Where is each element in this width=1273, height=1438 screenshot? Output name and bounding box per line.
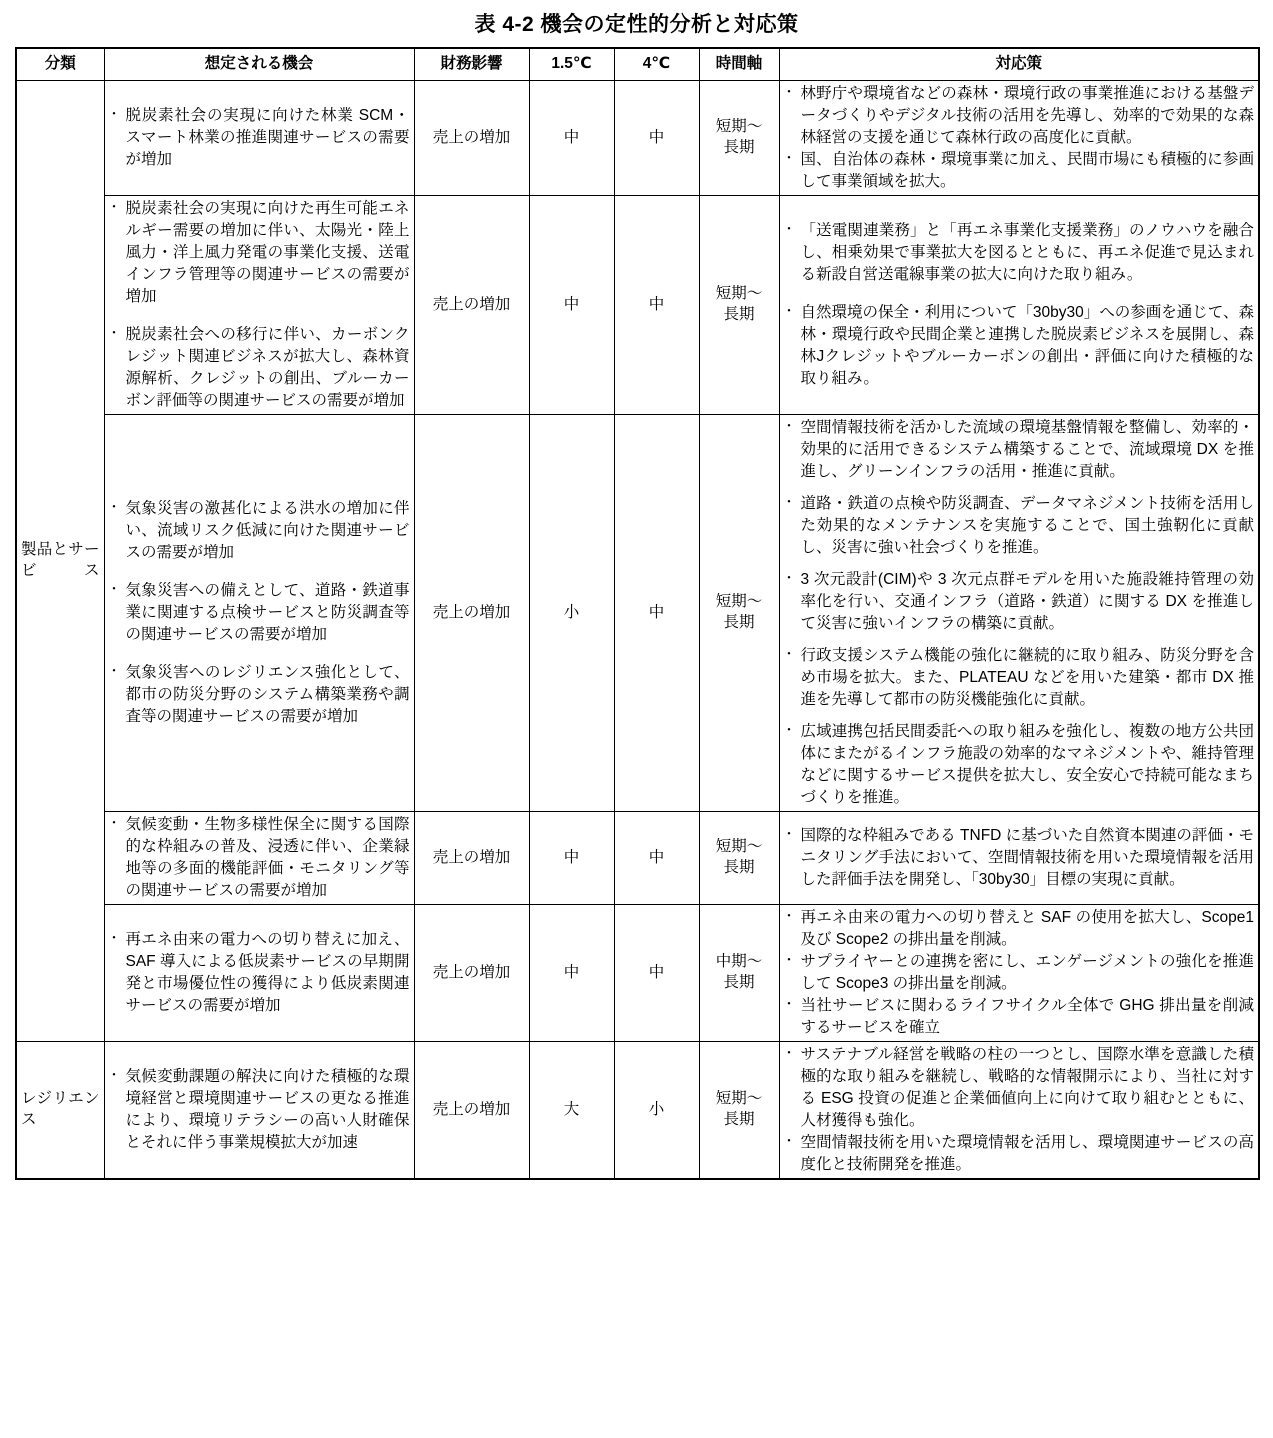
scenario-1p5-cell: 中 [529,196,614,415]
financial-impact-cell: 売上の増加 [414,1042,529,1180]
scenario-4-cell: 中 [614,81,699,196]
timeframe-line-1: 短期～ [715,285,763,303]
bullet-item: ・ 気象災害へのレジリエンス強化として、都市の防災分野のシステム構築業務や調査等の関連サービスの需要が増加 [109,662,410,728]
table-row [16,905,1259,1042]
column-header-scenario-4: 4℃ [614,48,699,81]
bullet-item: ・ 脱炭素社会への移行に伴い、カーボンクレジット関連ビジネスが拡大し、森林資源解析、クレジットの創出、ブルーカーボン評価等の関連サービスの需要が増加 [109,324,410,412]
bullet-list [109,498,410,728]
column-header-response: 対応策 [779,48,1259,81]
bullet-item: ・ 道路・鉄道の点検や防災調査、データマネジメント技術を活用した効果的なメンテナンスを実施することで、国土強靭化に貢献し、災害に強い社会づくりを推進。 [784,493,1255,559]
timeframe-line-2: 長期 [723,306,755,324]
bullet-item: ・ 国、自治体の森林・環境事業に加え、民間市場にも積極的に参画して事業領域を拡大。 [784,149,1255,193]
bullet-list [109,1066,410,1154]
bullet-list [109,814,410,902]
bullet-item: ・ 「送電関連業務」と「再エネ事業化支援業務」のノウハウを融合し、相乗効果で事業拡大を図るとともに、再エネ促進で見込まれる新設自営送電線事業の拡大に向けた取り組み。 [784,220,1255,286]
scenario-1p5-cell: 中 [529,812,614,905]
table-row [16,196,1259,415]
bullet-item: ・ 行政支援システム機能の強化に継続的に取り組み、防災分野を含め市場を拡大。また、PLATEAU などを用いた建築・都市 DX 推進を先導して都市の防災機能強化に貢献。 [784,645,1255,711]
scenario-1p5-cell: 小 [529,415,614,812]
bullet-item: ・ 空間情報技術を活かした流域の環境基盤情報を整備し、効率的・効果的に活用できるシステム構築することで、流域環境 DX を推進し、グリーンインフラの活用・推進に貢献。 [784,417,1255,483]
bullet-list [784,825,1255,891]
timeframe-line-2: 長期 [723,614,755,632]
bullet-list [109,929,410,1017]
timeframe-line-1: 短期～ [715,1090,763,1108]
timeframe-cell [699,1042,779,1180]
bullet-list [784,83,1255,193]
column-header-scenario-1p5: 1.5℃ [529,48,614,81]
table-body [16,81,1259,1180]
timeframe-line-2: 長期 [723,139,755,157]
scenario-4-cell: 中 [614,905,699,1042]
table-row [16,415,1259,812]
bullet-list [784,907,1255,1039]
timeframe-line-1: 短期～ [715,593,763,611]
timeframe-cell [699,81,779,196]
bullet-item: ・ サプライヤーとの連携を密にし、エンゲージメントの強化を推進して Scope3 の排出量を削減。 [784,951,1255,995]
table-row [16,1042,1259,1180]
bullet-item: ・ 脱炭素社会の実現に向けた林業 SCM・スマート林業の推進関連サービスの需要が増加 [109,105,410,171]
response-cell [779,812,1259,905]
timeframe-line-1: 短期～ [715,118,763,136]
bullet-item: ・ 空間情報技術を用いた環境情報を活用し、環境関連サービスの高度化と技術開発を推進。 [784,1132,1255,1176]
column-header-opportunity: 想定される機会 [104,48,414,81]
scenario-4-cell: 中 [614,196,699,415]
category-cell [16,81,104,1042]
bullet-item: ・ 気候変動・生物多様性保全に関する国際的な枠組みの普及、浸透に伴い、企業緑地等の多面的機能評価・モニタリング等の関連サービスの需要が増加 [109,814,410,902]
bullet-list [784,220,1255,390]
bullet-item: ・ 脱炭素社会の実現に向けた再生可能エネルギー需要の増加に伴い、太陽光・陸上風力・洋上風力発電の事業化支援、送電インフラ管理等の関連サービスの需要が増加 [109,198,410,308]
bullet-list [109,198,410,412]
scenario-1p5-cell: 中 [529,81,614,196]
bullet-item: ・ 再エネ由来の電力への切り替えに加え、SAF 導入による低炭素サービスの早期開発と市場優位性の獲得により低炭素関連サービスの需要が増加 [109,929,410,1017]
response-cell [779,1042,1259,1180]
column-header-category: 分類 [16,48,104,81]
bullet-item: ・ 国際的な枠組みである TNFD に基づいた自然資本関連の評価・モニタリング手法において、空間情報技術を用いた環境情報を活用した評価手法を開発し、「30by30」目標の実現に貢献。 [784,825,1255,891]
column-header-timeframe: 時間軸 [699,48,779,81]
bullet-item: ・ 気象災害への備えとして、道路・鉄道事業に関連する点検サービスと防災調査等の関連サービスの需要が増加 [109,580,410,646]
financial-impact-cell: 売上の増加 [414,905,529,1042]
opportunity-cell [104,905,414,1042]
bullet-item: ・ 当社サービスに関わるライフサイクル全体で GHG 排出量を削減するサービスを確立 [784,995,1255,1039]
column-header-financial-impact: 財務影響 [414,48,529,81]
opportunity-cell [104,196,414,415]
scenario-4-cell: 中 [614,415,699,812]
timeframe-cell [699,196,779,415]
bullet-list [784,417,1255,809]
table-row [16,81,1259,196]
bullet-item: ・ 自然環境の保全・利用について「30by30」への参画を通じて、森林・環境行政や民間企業と連携した脱炭素ビジネスを展開し、森林Jクレジットやブルーカーボンの創出・評価に向けた積極的な取り組み。 [784,302,1255,390]
financial-impact-cell: 売上の増加 [414,415,529,812]
response-cell [779,196,1259,415]
category-cell [16,1042,104,1180]
financial-impact-cell: 売上の増加 [414,196,529,415]
bullet-list [109,105,410,171]
timeframe-line-2: 長期 [723,859,755,877]
response-cell [779,905,1259,1042]
opportunity-analysis-table [15,47,1260,1180]
opportunity-cell [104,81,414,196]
table-header-row [16,48,1259,81]
timeframe-cell [699,415,779,812]
opportunity-cell [104,1042,414,1180]
response-cell [779,81,1259,196]
bullet-item: ・ サステナブル経営を戦略の柱の一つとし、国際水準を意識した積極的な取り組みを継続し、戦略的な情報開示により、当社に対する ESG 投資の促進と企業価値向上に向けて取り組むとともに、人材獲得も強化。 [784,1044,1255,1132]
scenario-1p5-cell: 中 [529,905,614,1042]
page-title: 表 4-2 機会の定性的分析と対応策 [474,13,799,36]
table-row [16,812,1259,905]
category-label: レジリエンス [21,1090,100,1129]
financial-impact-cell: 売上の増加 [414,812,529,905]
timeframe-line-2: 長期 [723,1111,755,1129]
bullet-item: ・ 3 次元設計(CIM)や 3 次元点群モデルを用いた施設維持管理の効率化を行い、交通インフラ（道路・鉄道）に関する DX を推進して災害に強いインフラの構築に貢献。 [784,569,1255,635]
opportunity-cell [104,812,414,905]
scenario-4-cell: 小 [614,1042,699,1180]
bullet-item: ・ 広域連携包括民間委託への取り組みを強化し、複数の地方公共団体にまたがるインフラ施設の効率的なマネジメントや、維持管理などに関するサービス提供を拡大し、安全安心で持続可能なまちづくりを推進。 [784,721,1255,809]
bullet-item: ・ 林野庁や環境省などの森林・環境行政の事業推進における基盤データづくりやデジタル技術の活用を先導し、効率的で効果的な森林経営の支援を通じて森林行政の高度化に貢献。 [784,83,1255,149]
opportunity-cell [104,415,414,812]
bullet-item: ・ 気候変動課題の解決に向けた積極的な環境経営と環境関連サービスの更なる推進により、環境リテラシーの高い人財確保とそれに伴う事業規模拡大が加速 [109,1066,410,1154]
scenario-4-cell: 中 [614,812,699,905]
category-label: 製品とサービス [21,541,100,580]
timeframe-line-1: 短期～ [715,838,763,856]
bullet-item: ・ 再エネ由来の電力への切り替えと SAF の使用を拡大し、Scope1 及び Scope2 の排出量を削減。 [784,907,1255,951]
response-cell [779,415,1259,812]
timeframe-line-1: 中期～ [715,953,763,971]
timeframe-cell [699,905,779,1042]
bullet-item: ・ 気象災害の激甚化による洪水の増加に伴い、流域リスク低減に向けた関連サービスの需要が増加 [109,498,410,564]
scenario-1p5-cell: 大 [529,1042,614,1180]
bullet-list [784,1044,1255,1176]
timeframe-cell [699,812,779,905]
timeframe-line-2: 長期 [723,974,755,992]
financial-impact-cell: 売上の増加 [414,81,529,196]
